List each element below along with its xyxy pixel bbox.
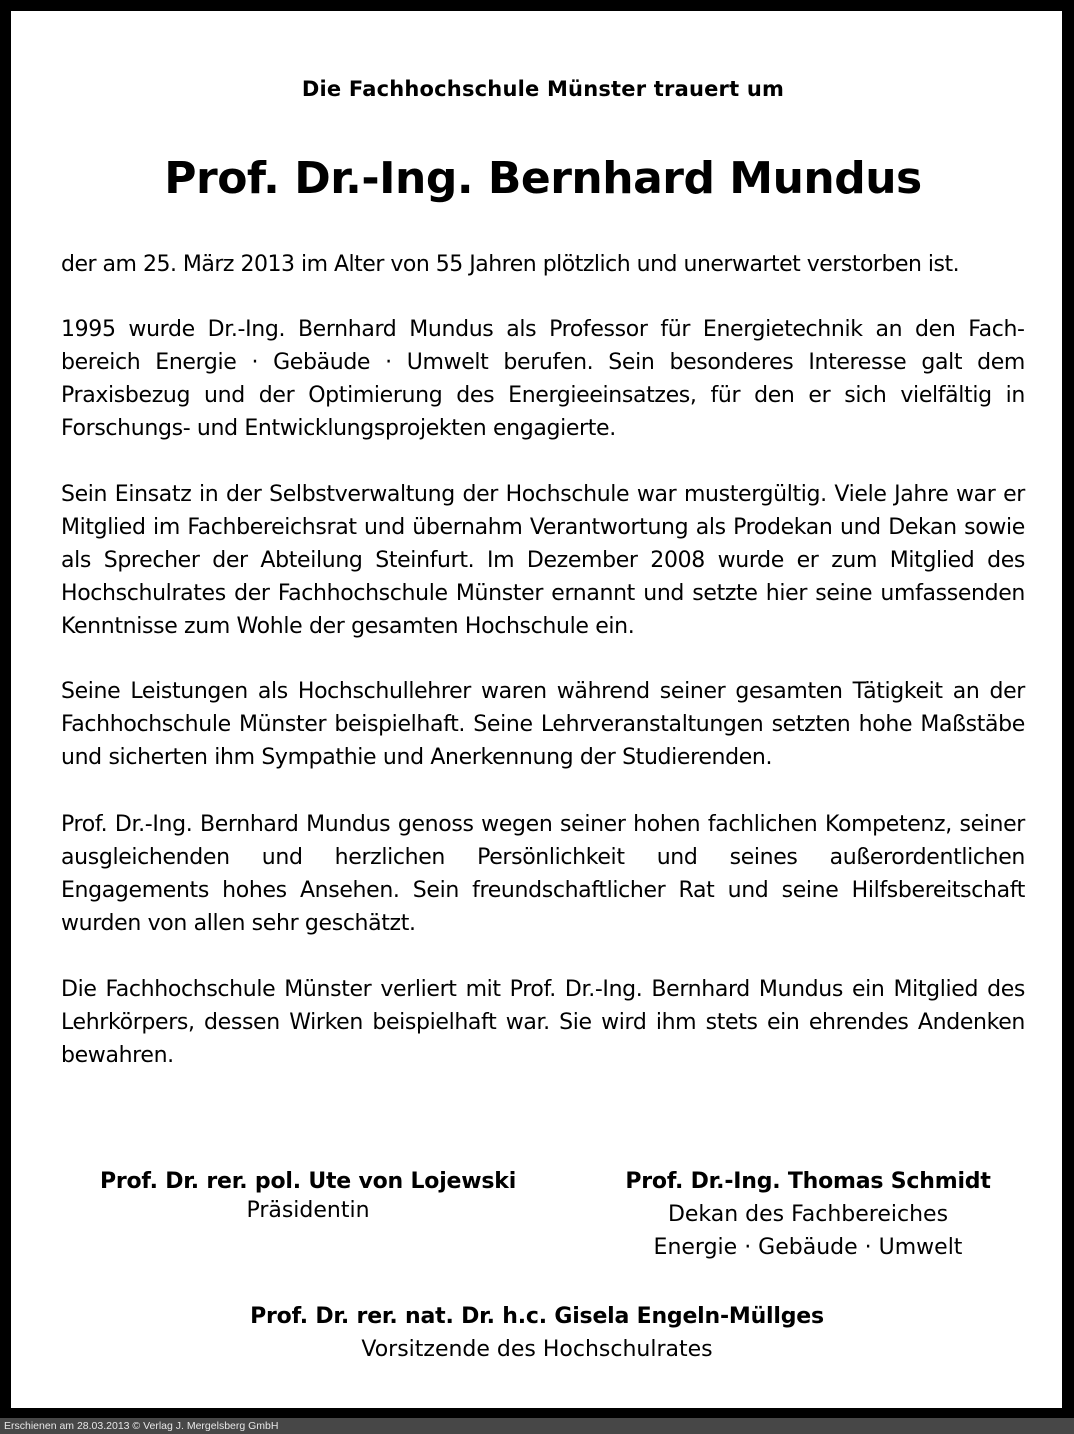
signatory-name: Prof. Dr. rer. nat. Dr. h.c. Gisela Engeln-Müllges <box>250 1304 824 1329</box>
signatory-dean <box>600 1165 1016 1264</box>
publication-footer <box>0 1418 1074 1434</box>
notice-headline: Die Fachhochschule Münster trauert um <box>301 77 785 101</box>
signatory-role: Präsidentin <box>246 1198 370 1223</box>
signatory-council-chair <box>150 1300 924 1366</box>
signatory-name: Prof. Dr.-Ing. Thomas Schmidt <box>625 1169 991 1194</box>
signatory-role-department: Energie · Gebäude · Umwelt <box>653 1235 963 1260</box>
paragraph-death-date: der am 25. März 2013 im Alter von 55 Jahren plötzlich und unerwartet verstorben ist. <box>61 252 960 277</box>
signatory-name: Prof. Dr. rer. pol. Ute von Lojewski <box>99 1169 517 1194</box>
signatory-role: Dekan des Fachbereiches <box>667 1202 949 1227</box>
paragraph-reputation: Prof. Dr.-Ing. Bernhard Mundus genoss wegen seiner hohen fachlichen Kompetenz, seiner ausgleichenden und herzlichen Persönlichkeit und seines außerordentlichen Engagements hohes Ansehen. Sein freundschaftlicher Rat und seine Hilfsbereitschaft wurden von allen sehr geschätzt. <box>61 812 1025 936</box>
signatory-president <box>76 1165 540 1223</box>
publication-credit: Erschienen am 28.03.2013 © Verlag J. Mergelsberg GmbH <box>4 1420 279 1432</box>
paragraph-career: 1995 wurde Dr.-Ing. Bernhard Mundus als Professor für Energietechnik an den Fachbereich Energie · Gebäude · Umwelt berufen. Sein besonderes Interesse galt dem Praxisbezug und der Optimierung des Energieeinsatzes, für den er sich vielfältig in Forschungs- und Entwicklungsprojekten engagierte. <box>61 317 1025 441</box>
paragraph-self-administration: Sein Einsatz in der Selbstverwaltung der Hochschule war mustergültig. Viele Jahre war er Mitglied im Fachbereichsrat und übernahm Verantwortung als Prodekan und Dekan sowie als Sprecher der Abteilung Steinfurt. Im Dezember 2008 wurde er zum Mitglied des Hochschulrates der Fachhochschule Münster ernannt und setzte hier seine umfassenden Kenntnisse zum Wohle der gesamten Hochschule ein. <box>61 482 1025 639</box>
paragraph-teaching: Seine Leistungen als Hochschullehrer waren während seiner gesamten Tätigkeit an der Fachhochschule Münster beispielhaft. Seine Lehrveranstaltungen setzten hohe Maßstäbe und sicherten ihm Sympathie und Anerkennung der Studierenden. <box>61 679 1025 770</box>
paragraph-closing: Die Fachhochschule Münster verliert mit Prof. Dr.-Ing. Bernhard Mundus ein Mitglied des Lehrkörpers, dessen Wirken beispielhaft war. Sie wird ihm stets ein ehrendes Andenken bewahren. <box>61 977 1025 1068</box>
deceased-name: Prof. Dr.-Ing. Bernhard Mundus <box>164 153 922 204</box>
signatory-role: Vorsitzende des Hochschulrates <box>361 1337 713 1362</box>
